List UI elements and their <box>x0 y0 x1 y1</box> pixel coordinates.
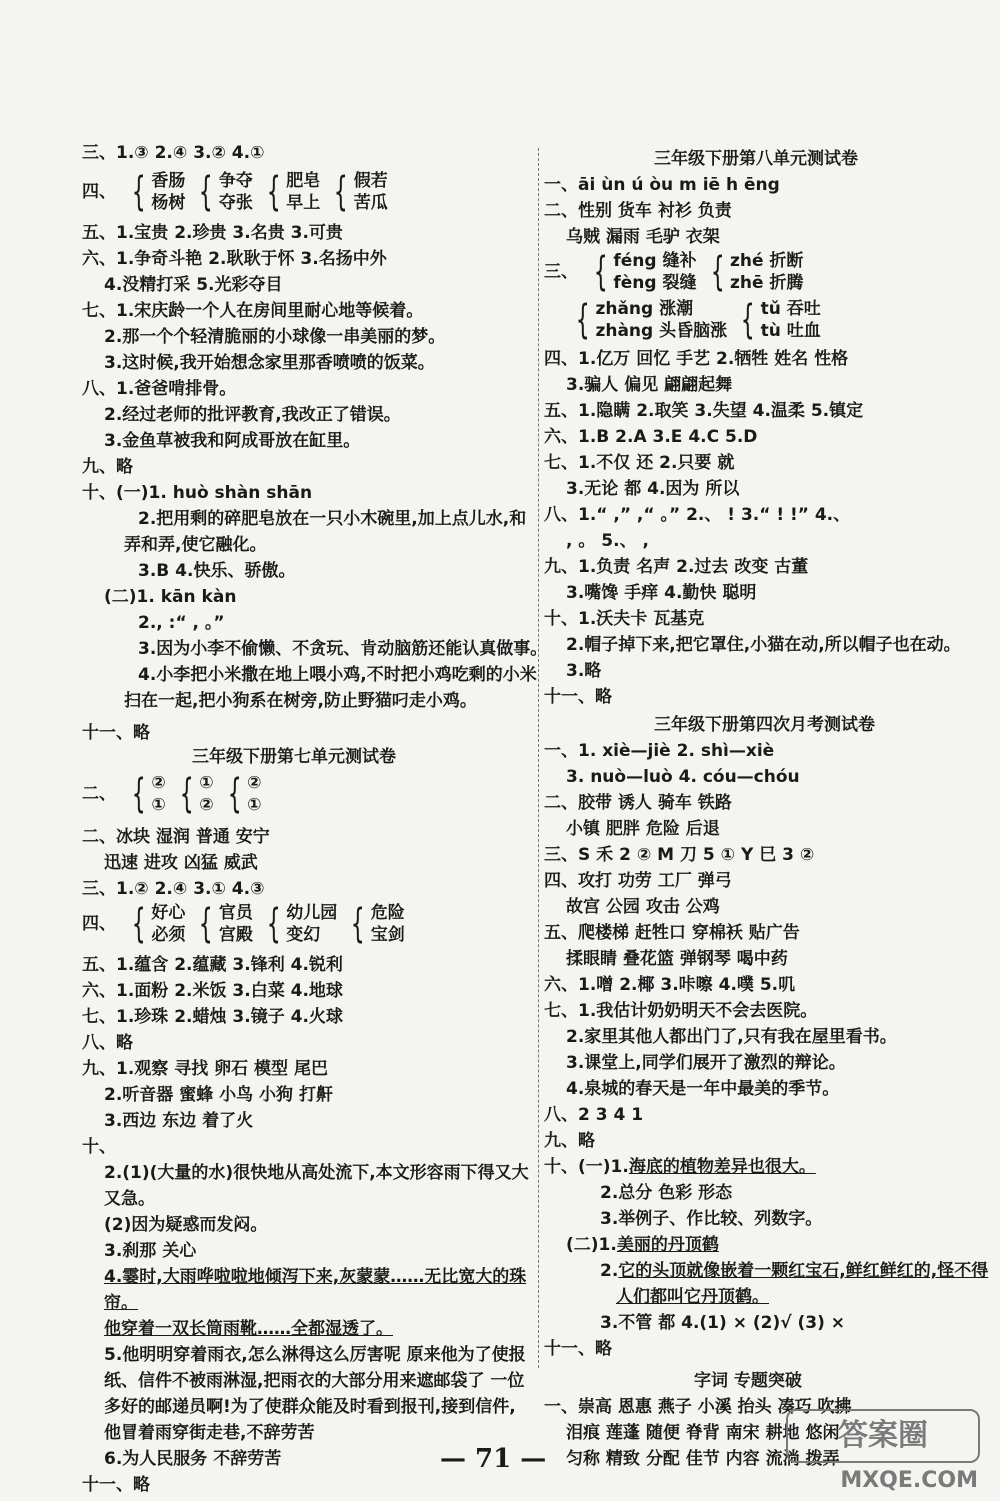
brace-glyph: { <box>710 249 725 295</box>
answer-line: 3.西边 东边 着了火 <box>104 1111 254 1131</box>
answer-line: 乌贼 漏雨 毛驴 衣架 <box>566 227 720 247</box>
answer-line: 三、1.③ 2.④ 3.② 4.① <box>82 143 265 163</box>
answer-line: (二)1.美丽的丹顶鹤 <box>566 1235 719 1255</box>
answer-line: 3.金鱼草被我和阿成哥放在缸里。 <box>104 431 361 451</box>
brace-item: ① <box>199 773 214 793</box>
brace-item: zhé 折断 <box>729 251 804 271</box>
brace-group <box>222 770 262 818</box>
answer-line: 六、1.B 2.A 3.E 4.C 5.D <box>544 427 758 447</box>
page-number: — 71 — <box>440 1444 547 1474</box>
answer-line-braces: 四、 { 好心 必须 { 官员 宫殿 { 幼儿园 变幻 { 危险 宝剑 <box>82 900 409 948</box>
brace-item: fèng 裂缝 <box>613 273 697 293</box>
watermark-logo: 答案圈 <box>786 1409 980 1463</box>
answer-line: , 。 5.、 , <box>566 531 649 551</box>
answer-line: 十一、略 <box>82 723 150 743</box>
brace-stack <box>151 902 185 946</box>
answer-line: 五、爬楼梯 赶牲口 穿棉袄 贴广告 <box>544 923 800 943</box>
answer-line: 帘。 <box>104 1293 138 1313</box>
brace-stack <box>761 298 821 342</box>
brace-glyph: { <box>179 771 194 817</box>
brace-group <box>588 248 697 296</box>
answer-line: 2.那一个个轻清脆丽的小球像一串美丽的梦。 <box>104 327 446 347</box>
brace-stack <box>219 170 253 214</box>
answer-line: 一、1. xiè—jiè 2. shì—xiè <box>544 741 775 761</box>
brace-item: tù 吐血 <box>760 321 821 341</box>
section-title: 三年级下册第七单元测试卷 <box>192 747 396 767</box>
brace-stack <box>286 902 337 946</box>
column-divider <box>538 148 539 1368</box>
answer-line: 六、1.噌 2.椰 3.咔嚓 4.噗 5.叽 <box>544 975 796 995</box>
answer-line: 3.嘴馋 手痒 4.勤快 聪明 <box>566 583 757 603</box>
answer-line: 3.略 <box>566 661 602 681</box>
answer-line: 十、(一)1. huò shàn shān <box>82 483 313 503</box>
answer-line: 九、1.观察 寻找 卵石 模型 尾巴 <box>82 1059 328 1079</box>
answer-line: 十一、略 <box>82 1475 150 1495</box>
answer-line: 十、1.沃夫卡 瓦基克 <box>544 609 705 629</box>
answer-line: 2.把用剩的碎肥皂放在一只小木碗里,加上点儿水,和 <box>138 509 527 529</box>
brace-item: ① <box>247 795 262 815</box>
answer-line: 多好的邮递员啊!为了使群众能及时看到报刊,接到信件, <box>104 1397 516 1417</box>
answer-line: 人们都叫它丹顶鹤。 <box>616 1287 769 1307</box>
brace-glyph: { <box>740 297 755 343</box>
brace-item: 好心 <box>151 903 186 923</box>
brace-stack <box>613 250 696 294</box>
brace-glyph: { <box>199 901 214 947</box>
brace-item: 危险 <box>370 903 405 923</box>
brace-group <box>345 900 404 948</box>
brace-item: 杨树 <box>151 193 186 213</box>
answer-line: 六、1.面粉 2.米饭 3.白菜 4.地球 <box>82 981 343 1001</box>
brace-stack <box>730 250 803 294</box>
answer-line: 十、(一)1.海底的植物差异也很大。 <box>544 1157 816 1177</box>
brace-item: 变幻 <box>286 925 321 945</box>
answer-line: 三、1.② 2.④ 3.① 4.③ <box>82 879 265 899</box>
answer-line: 3.课堂上,同学们展开了激烈的辩论。 <box>566 1053 846 1073</box>
brace-group <box>174 770 214 818</box>
answer-line: 弄和弄,使它融化。 <box>124 535 267 555</box>
answer-line: (2)因为疑惑而发闷。 <box>104 1215 268 1235</box>
brace-group <box>126 900 185 948</box>
answer-line: 3.无论 都 4.因为 所以 <box>566 479 740 499</box>
answer-line: 四、攻打 功劳 工厂 弹弓 <box>544 871 732 891</box>
section-title: 字词 专题突破 <box>694 1371 802 1391</box>
brace-item: 幼儿园 <box>286 903 338 923</box>
brace-group <box>126 168 185 216</box>
brace-item: zhē 折腾 <box>729 273 804 293</box>
brace-glyph: { <box>593 249 608 295</box>
brace-group <box>735 296 821 344</box>
brace-stack <box>595 298 727 342</box>
answer-line: (二)1. kān kàn <box>104 587 237 607</box>
brace-item: ① <box>151 795 166 815</box>
brace-group <box>570 296 727 344</box>
answer-line: 3.举例子、作比较、列数字。 <box>600 1209 823 1229</box>
brace-item: 早上 <box>286 193 321 213</box>
brace-item: 假若 <box>353 171 388 191</box>
brace-item: tǔ 吞吐 <box>760 299 821 319</box>
answer-line: 五、1.隐瞒 2.取笑 3.失望 4.温柔 5.镇定 <box>544 401 864 421</box>
brace-item: zhǎng 涨潮 <box>595 299 694 319</box>
answer-line-braces: 四、 { 香肠 杨树 { 争夺 夺张 { 肥皂 早上 { 假若 苦瓜 <box>82 168 392 216</box>
answer-line: 4.小李把小米撒在地上喂小鸡,不时把小鸡吃剩的小米 <box>138 665 537 685</box>
brace-item: 苦瓜 <box>353 193 388 213</box>
brace-item: ② <box>151 773 166 793</box>
answer-line: 他穿着一双长筒雨靴……全都湿透了。 <box>104 1319 393 1339</box>
answer-line: 3.因为小李不偷懒、不贪玩、肯动脑筋还能认真做事。 <box>138 639 548 659</box>
answer-line: 八、2 3 4 1 <box>544 1105 644 1125</box>
answer-line: 3.B 4.快乐、骄傲。 <box>138 561 296 581</box>
brace-item: 必须 <box>151 925 186 945</box>
answer-line: 故宫 公园 攻击 公鸡 <box>566 897 720 917</box>
answer-line: 七、1.宋庆龄一个人在房间里耐心地等候着。 <box>82 301 424 321</box>
brace-stack <box>247 772 261 816</box>
brace-glyph: { <box>266 901 281 947</box>
brace-glyph: { <box>199 169 214 215</box>
answer-line: 八、1.“ ,” ,“ 。” 2.、 ! 3.“ ! !” 4.、 <box>544 505 851 525</box>
brace-item: 夺张 <box>218 193 253 213</box>
answer-line: 他冒着雨穿街走巷,不辞劳苦 <box>104 1423 315 1443</box>
answer-line: 2.总分 色彩 形态 <box>600 1183 733 1203</box>
brace-item: 宫殿 <box>218 925 253 945</box>
answer-line: 十一、略 <box>544 1339 612 1359</box>
answer-line: 3.刹那 关心 <box>104 1241 197 1261</box>
answer-line: 九、略 <box>82 457 133 477</box>
brace-glyph: { <box>575 297 590 343</box>
answer-line: 三、S 禾 2 ② M 刀 5 ① Y 巳 3 ② <box>544 845 815 865</box>
brace-item: 宝剑 <box>370 925 405 945</box>
answer-line: 九、1.负责 名声 2.过去 改变 古董 <box>544 557 809 577</box>
answer-line: 迅速 进攻 凶猛 威武 <box>104 853 258 873</box>
brace-item: féng 缝补 <box>613 251 697 271</box>
answer-line: 七、1.珍珠 2.蜡烛 3.镜子 4.火球 <box>82 1007 343 1027</box>
answer-line: 2., :“ , 。” <box>138 613 225 633</box>
brace-item: 肥皂 <box>286 171 321 191</box>
answer-line: 七、1.不仅 还 2.只要 就 <box>544 453 735 473</box>
brace-glyph: { <box>334 169 349 215</box>
brace-stack <box>286 170 320 214</box>
brace-stack <box>199 772 213 816</box>
answer-line-braces: 二、 { ② ① { ① ② { ② ① <box>82 770 266 818</box>
answer-line: 3.骗人 偏见 翩翩起舞 <box>566 375 733 395</box>
brace-glyph: { <box>227 771 242 817</box>
answer-line: 又急。 <box>104 1189 155 1209</box>
answer-line-braces: 三、 { féng 缝补 fèng 裂缝 { zhé 折断 zhē 折腾 <box>544 248 807 296</box>
answer-line: 二、性别 货车 衬衫 负责 <box>544 201 732 221</box>
watermark-url: MXQE.COM <box>840 1468 978 1493</box>
brace-group <box>261 900 337 948</box>
answer-line: 3.这时候,我开始想念家里那香喷喷的饭菜。 <box>104 353 435 373</box>
answer-line: 2.帽子掉下来,把它罩住,小猫在动,所以帽子也在动。 <box>566 635 961 655</box>
answer-line-braces <box>566 296 825 344</box>
brace-glyph: { <box>266 169 281 215</box>
brace-item: 香肠 <box>151 171 186 191</box>
answer-line: 扫在一起,把小狗系在树旁,防止野猫叼走小鸡。 <box>124 691 477 711</box>
answer-line: 揉眼睛 叠花篮 弹钢琴 喝中药 <box>566 949 788 969</box>
answer-line: 3. nuò—luò 4. cóu—chóu <box>566 767 800 787</box>
answer-line: 一、崇高 恩惠 燕子 小溪 抬头 凑巧 吹拂 <box>544 1397 852 1417</box>
answer-line: 2.(1)(大量的水)很快地从高处流下,本文形容雨下得又大 <box>104 1163 529 1183</box>
brace-stack <box>151 170 185 214</box>
brace-stack <box>151 772 165 816</box>
answer-line: 3.不管 都 4.(1) × (2)√ (3) × <box>600 1313 846 1333</box>
answer-line: 一、āi ùn ú òu m iē h ēng <box>544 175 780 195</box>
answer-line: 5.他明明穿着雨衣,怎么淋得这么厉害呢 原来他为了使报 <box>104 1345 526 1365</box>
section-title: 三年级下册第四次月考测试卷 <box>654 715 875 735</box>
answer-line: 六、1.争奇斗艳 2.耿耿于怀 3.名扬中外 <box>82 249 387 269</box>
answer-line: 匀称 精致 分配 佳节 内容 流淌 拨弄 <box>566 1449 840 1469</box>
answer-line: 小镇 肥胖 危险 后退 <box>566 819 720 839</box>
answer-line: 四、1.亿万 回忆 手艺 2.牺牲 姓名 性格 <box>544 349 849 369</box>
answer-line: 八、略 <box>82 1033 133 1053</box>
brace-item: zhàng 头昏脑涨 <box>595 321 728 341</box>
brace-glyph: { <box>131 169 146 215</box>
brace-item: ② <box>199 795 214 815</box>
answer-line: 泪痕 莲蓬 随便 脊背 南宋 耕地 悠闲 <box>566 1423 840 1443</box>
answer-line: 二、胶带 诱人 骑车 铁路 <box>544 793 732 813</box>
brace-group <box>261 168 320 216</box>
answer-line: 二、冰块 湿润 普通 安宁 <box>82 827 270 847</box>
answer-line: 五、1.宝贵 2.珍贵 3.名贵 3.可贵 <box>82 223 343 243</box>
answer-line: 2.家里其他人都出门了,只有我在屋里看书。 <box>566 1027 897 1047</box>
brace-glyph: { <box>131 901 146 947</box>
brace-stack <box>354 170 388 214</box>
brace-group <box>705 248 804 296</box>
brace-item: 争夺 <box>218 171 253 191</box>
brace-item: 官员 <box>218 903 253 923</box>
brace-stack <box>371 902 405 946</box>
answer-line: 2.它的头顶就像嵌着一颗红宝石,鲜红鲜红的,怪不得 <box>600 1261 989 1281</box>
answer-line: 五、1.蕴含 2.蕴藏 3.锋利 4.锐利 <box>82 955 343 975</box>
answer-line: 九、略 <box>544 1131 595 1151</box>
brace-stack <box>219 902 253 946</box>
answer-line: 4.泉城的春天是一年中最美的季节。 <box>566 1079 840 1099</box>
brace-group <box>193 900 252 948</box>
answer-line: 十、 <box>82 1137 116 1157</box>
brace-group <box>193 168 252 216</box>
brace-glyph: { <box>351 901 366 947</box>
answer-line: 4.霎时,大雨哗啦啦地倾泻下来,灰蒙蒙……无比宽大的珠 <box>104 1267 527 1287</box>
answer-line: 八、1.爸爸啃排骨。 <box>82 379 237 399</box>
brace-group <box>126 770 166 818</box>
brace-item: ② <box>247 773 262 793</box>
brace-groups <box>566 297 825 343</box>
answer-line: 纸、信件不被雨淋湿,把雨衣的大部分用来遮邮袋了 一位 <box>104 1371 525 1391</box>
answer-line: 十一、略 <box>544 687 612 707</box>
answer-line: 2.经过老师的批评教育,我改正了错误。 <box>104 405 401 425</box>
brace-glyph: { <box>131 771 146 817</box>
answer-line: 2.听音器 蜜蜂 小鸟 小狗 打鼾 <box>104 1085 333 1105</box>
answer-line: 6.为人民服务 不辞劳苦 <box>104 1449 282 1469</box>
brace-group <box>328 168 387 216</box>
answer-line: 4.没精打采 5.光彩夺目 <box>104 275 283 295</box>
answer-line: 七、1.我估计奶奶明天不会去医院。 <box>544 1001 818 1021</box>
section-title: 三年级下册第八单元测试卷 <box>654 149 858 169</box>
